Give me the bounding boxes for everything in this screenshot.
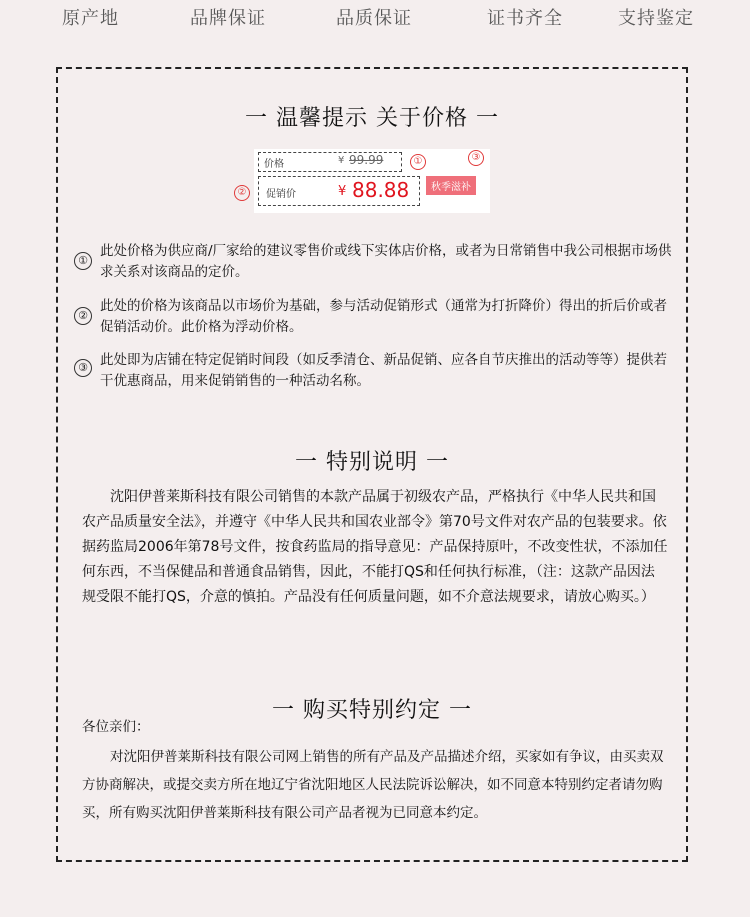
nav-item-quality[interactable]: 品质保证 xyxy=(336,8,412,29)
promo-tag: 秋季滋补 xyxy=(426,176,476,195)
price-section-title: 一 温馨提示 关于价格 一 xyxy=(245,106,499,131)
original-currency: ¥ xyxy=(338,155,345,166)
nav-item-appraisal[interactable]: 支持鉴定 xyxy=(618,8,694,29)
note-marker-2: ② xyxy=(74,307,92,325)
note-marker-1: ① xyxy=(74,252,92,270)
original-price: 99.99 xyxy=(349,153,384,167)
promo-currency: ¥ xyxy=(338,184,347,199)
note-marker-3: ③ xyxy=(74,359,92,377)
notice-box xyxy=(56,67,688,862)
special-section-body: 沈阳伊普莱斯科技有限公司销售的本款产品属于初级农产品，严格执行《中华人民共和国农产品质量安全法》，并遵守《中华人民共和国农业部令》第70号文件对农产品的包装要求。依据药监局2006年第78号文件，按食药监局的指导意见：产品保持原叶，不改变性状，不添加任何东西，不当保健品和普通食品销售，因此，不能打QS和任何执行标准，（注：这款产品因法规受限不能打QS，介意的慎拍。产品没有任何质量问题，如不介意法规要求，请放心购买。） xyxy=(82,489,668,605)
original-price-label: 价格 xyxy=(264,159,284,170)
marker-1: ① xyxy=(410,154,426,170)
nav-item-brand[interactable]: 品牌保证 xyxy=(190,8,266,29)
price-note-2: 此处的价格为该商品以市场价为基础，参与活动促销形式（通常为打折降价）得出的折后价或者促销活动价。此价格为浮动价格。 xyxy=(100,298,667,335)
nav-item-certificate[interactable]: 证书齐全 xyxy=(487,8,563,29)
marker-2: ② xyxy=(234,185,250,201)
top-nav xyxy=(0,0,750,36)
special-section-title: 一 特别说明 一 xyxy=(295,450,449,475)
agreement-section-body: 对沈阳伊普莱斯科技有限公司网上销售的所有产品及产品描述介绍，买家如有争议，由买卖双方协商解决，或提交卖方所在地辽宁省沈阳地区人民法院诉讼解决，如不同意本特别约定者请勿购买，所有购买沈阳伊普莱斯科技有限公司产品者视为已同意本约定。 xyxy=(82,749,664,821)
agreement-greeting: 各位亲们： xyxy=(82,719,150,735)
promo-price: 88.88 xyxy=(352,178,410,202)
nav-item-origin[interactable]: 原产地 xyxy=(62,8,119,29)
agreement-section-title: 一 购买特别约定 一 xyxy=(272,698,472,723)
price-note-3: 此处即为店铺在特定促销时间段（如反季清仓、新品促销、应各自节庆推出的活动等等）提供若干优惠商品，用来促销销售的一种活动名称。 xyxy=(100,352,667,389)
price-note-1: 此处价格为供应商/厂家给的建议零售价或线下实体店价格，或者为日常销售中我公司根据市场供求关系对该商品的定价。 xyxy=(100,243,672,280)
price-example-card xyxy=(237,149,490,213)
promo-price-label: 促销价 xyxy=(266,189,296,200)
marker-3: ③ xyxy=(468,150,484,166)
